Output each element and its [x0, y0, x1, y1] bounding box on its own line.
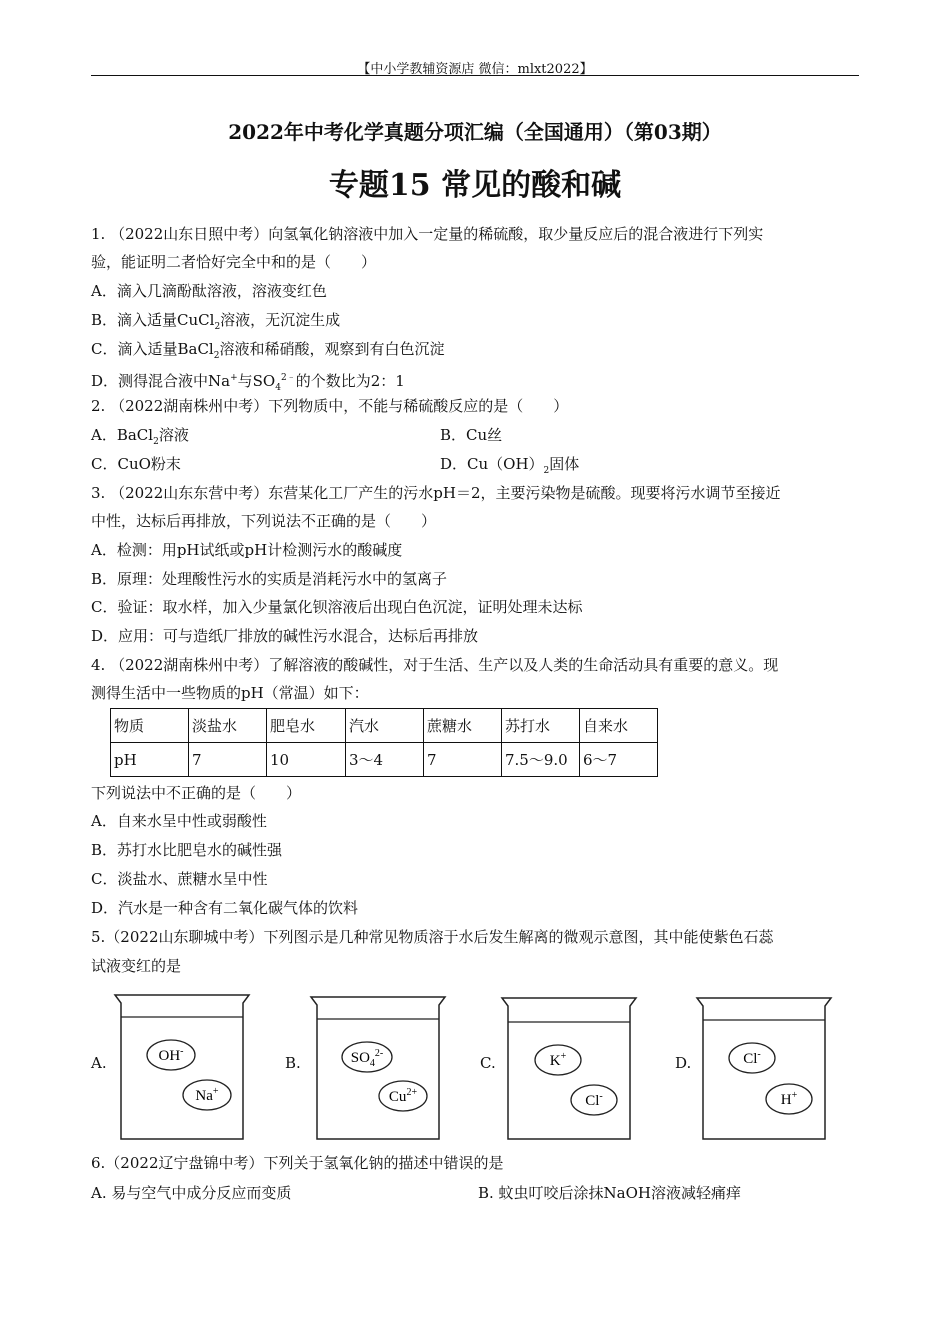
ion-label: $Cu^{2+}$ [388, 1087, 418, 1105]
q3-stem-line2: 中性，达标后再排放，下列说法不正确的是（ ） [91, 512, 437, 530]
page-header: 【中小学教辅资源店 微信：mlxt2022】 [357, 62, 593, 77]
table-cell: 蔗糖水 [424, 709, 502, 743]
q3-option-a: A．检测：用pH试纸或pH计检测污水的酸碱度 [91, 541, 403, 559]
beaker-d [695, 996, 833, 1141]
table-cell: 7.5～9.0 [502, 743, 580, 777]
q4-option-b: B．苏打水比肥皂水的碱性强 [91, 841, 283, 859]
ion-label: Cl- [743, 1049, 761, 1067]
table-cell: 7 [189, 743, 267, 777]
q2-option-a: A．BaCl$_2$溶液 [91, 426, 189, 447]
q1-option-c: C．滴入适量BaCl$_2$溶液和稀硝酸，观察到有白色沉淀 [91, 340, 445, 361]
table-row [111, 743, 658, 777]
q5-stem-line2: 试液变红的是 [91, 957, 182, 975]
table-row [111, 709, 658, 743]
table-cell: 物质 [111, 709, 189, 743]
table-cell: 3～4 [346, 743, 424, 777]
q6-option-b: B. 蚊虫叮咬后涂抹NaOH溶液减轻痛痒 [478, 1184, 742, 1202]
beaker-c-label: C. [480, 1054, 496, 1072]
header-rule [91, 75, 859, 76]
q3-stem-line1: 3. （2022山东东营中考）东营某化工厂产生的污水pH＝2，主要污染物是硫酸。现要将污水调节至接近 [91, 484, 781, 502]
ion-label: Na+ [195, 1086, 219, 1104]
beaker-c [500, 996, 638, 1141]
table-cell: 6～7 [580, 743, 658, 777]
q4-option-c: C．淡盐水、蔗糖水呈中性 [91, 870, 268, 888]
beaker-b [309, 995, 447, 1141]
ion-label: $SO_4^{2-}$ [350, 1048, 384, 1069]
ion-label: H+ [780, 1090, 798, 1108]
q3-option-d: D．应用：可与造纸厂排放的碱性污水混合，达标后再排放 [91, 627, 479, 645]
ion-label: K+ [549, 1051, 567, 1069]
q6-stem: 6.（2022辽宁盘锦中考）下列关于氢氧化钠的描述中错误的是 [91, 1154, 504, 1172]
table-cell: 自来水 [580, 709, 658, 743]
ph-table [110, 708, 658, 777]
beaker-d-label: D. [675, 1054, 692, 1072]
q4-stem-line2: 测得生活中一些物质的pH（常温）如下： [91, 684, 369, 702]
table-cell: 汽水 [346, 709, 424, 743]
q5-stem-line1: 5.（2022山东聊城中考）下列图示是几种常见物质溶于水后发生解离的微观示意图，其中能使紫色石蕊 [91, 928, 774, 946]
table-cell: 7 [424, 743, 502, 777]
q2-option-d: D．$Cu(OH)_2$固体 [440, 455, 580, 476]
ion-label: OH- [158, 1046, 184, 1064]
document-subtitle: 专题15 常见的酸和碱 [328, 168, 622, 203]
q1-option-a: A．滴入几滴酚酞溶液，溶液变红色 [91, 282, 327, 300]
beaker-a-label: A. [91, 1054, 107, 1072]
q1-stem-line2: 验，能证明二者恰好完全中和的是（ ） [91, 253, 377, 271]
q3-option-b: B．原理：处理酸性污水的实质是消耗污水中的氢离子 [91, 570, 448, 588]
q4-question: 下列说法中不正确的是（ ） [91, 784, 302, 802]
q4-option-d: D．汽水是一种含有二氧化碳气体的饮料 [91, 899, 359, 917]
table-cell: 肥皂水 [267, 709, 346, 743]
q3-option-c: C．验证：取水样，加入少量氯化钡溶液后出现白色沉淀，证明处理未达标 [91, 598, 583, 616]
table-cell: 10 [267, 743, 346, 777]
ion-label: Cl- [585, 1091, 603, 1109]
document-title: 2022年中考化学真题分项汇编（全国通用）（第03期） [228, 120, 722, 144]
q2-option-b: B．Cu丝 [440, 426, 503, 444]
beaker-b-label: B. [285, 1054, 301, 1072]
table-cell: 淡盐水 [189, 709, 267, 743]
q1-stem-line1: 1. （2022山东日照中考）向氢氧化钠溶液中加入一定量的稀硫酸，取少量反应后的混合液进行下列实 [91, 225, 764, 243]
table-cell: pH [111, 743, 189, 777]
q1-option-d: D．测得混合液中Na+与$SO_4^{2﹣}$的个数比为2：1 [91, 372, 405, 393]
q2-option-c: C．CuO粉末 [91, 455, 181, 473]
q2-stem: 2. （2022湖南株州中考）下列物质中，不能与稀硫酸反应的是（ ） [91, 397, 569, 415]
q6-option-a: A. 易与空气中成分反应而变质 [91, 1184, 292, 1202]
q1-option-b: B．滴入适量CuCl$_2$溶液，无沉淀生成 [91, 311, 341, 332]
q4-stem-line1: 4. （2022湖南株州中考）了解溶液的酸碱性，对于生活、生产以及人类的生命活动具有重要的意义。现 [91, 656, 779, 674]
q4-option-a: A．自来水呈中性或弱酸性 [91, 812, 267, 830]
table-cell: 苏打水 [502, 709, 580, 743]
beaker-a [113, 993, 251, 1141]
